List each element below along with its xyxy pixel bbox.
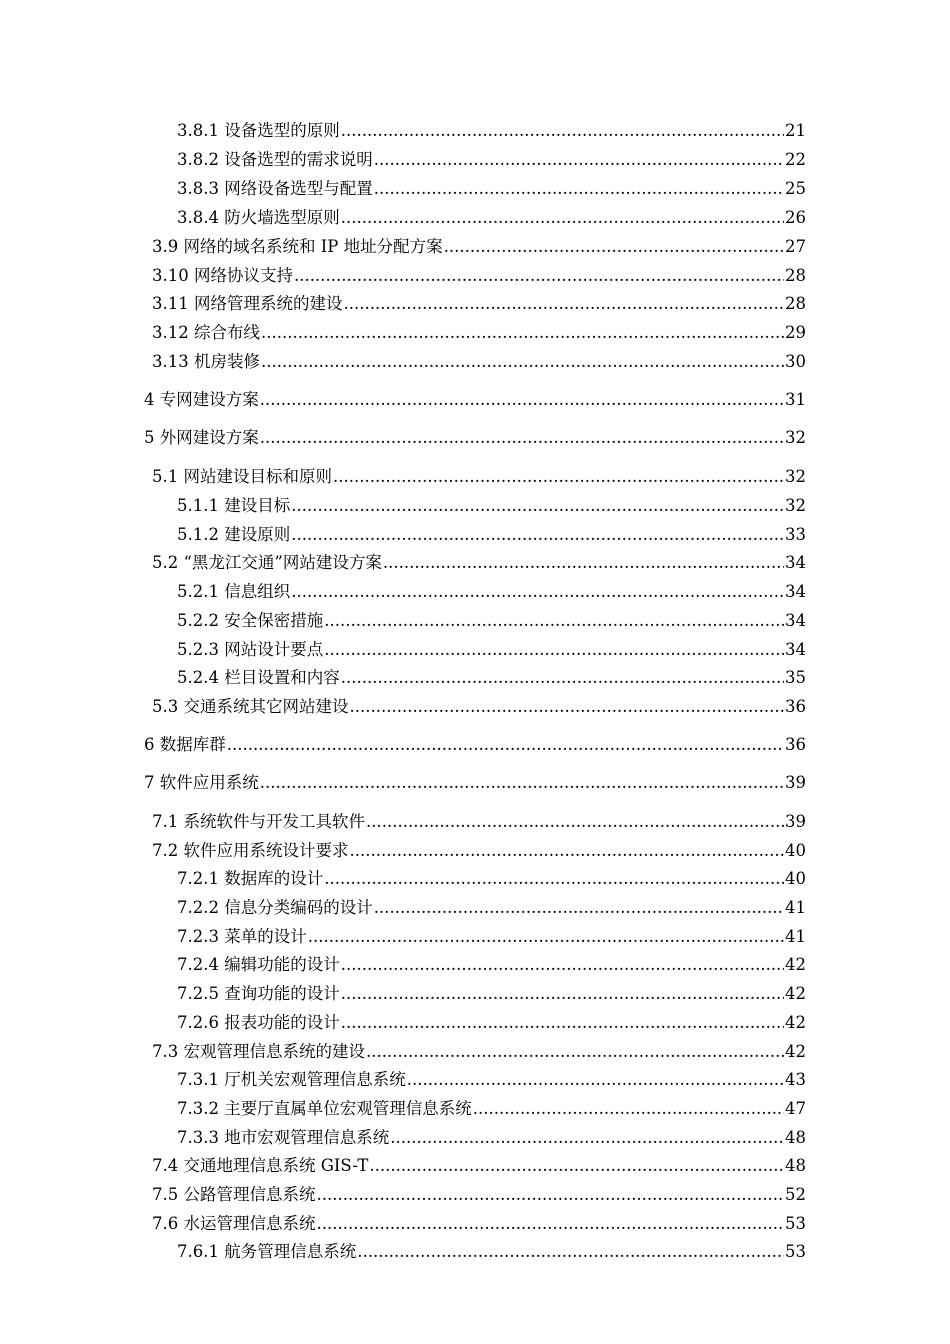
toc-entry[interactable] [177, 923, 806, 947]
toc-dot-leader [407, 1070, 784, 1090]
toc-entry-page-number: 53 [785, 1242, 806, 1261]
toc-dot-leader [317, 1214, 785, 1234]
toc-entry[interactable] [144, 424, 806, 448]
toc-dot-leader [341, 121, 784, 141]
toc-dot-leader [260, 390, 784, 410]
toc-entry-title: 5.1 网站建设目标和原则 [152, 467, 332, 486]
toc-entry[interactable] [152, 1181, 806, 1205]
toc-entry-title: 7.2.6 报表功能的设计 [177, 1013, 340, 1032]
toc-entry[interactable] [177, 1124, 806, 1148]
toc-entry-title: 7.3 宏观管理信息系统的建设 [152, 1042, 365, 1061]
toc-entry[interactable] [177, 578, 806, 602]
toc-entry[interactable] [152, 319, 806, 343]
toc-entry[interactable] [152, 693, 806, 717]
toc-dot-leader [366, 1042, 784, 1062]
toc-dot-leader [390, 1128, 784, 1148]
toc-dot-leader [317, 1185, 785, 1205]
toc-dot-leader [294, 266, 784, 286]
toc-entry-page-number: 32 [785, 467, 806, 486]
toc-dot-leader [291, 525, 784, 545]
toc-dot-leader [324, 640, 784, 660]
toc-entry-title: 3.8.2 设备选型的需求说明 [177, 150, 373, 169]
toc-entry-page-number: 53 [785, 1214, 806, 1233]
toc-entry-page-number: 21 [785, 121, 806, 140]
toc-entry[interactable] [152, 1210, 806, 1234]
toc-entry-title: 7 软件应用系统 [144, 773, 259, 792]
toc-entry-title: 5 外网建设方案 [144, 428, 259, 447]
toc-entry[interactable] [177, 607, 806, 631]
toc-entry-title: 3.12 综合布线 [152, 323, 260, 342]
toc-entry-page-number: 41 [785, 898, 806, 917]
toc-entry-title: 7.1 系统软件与开发工具软件 [152, 812, 365, 831]
toc-entry-title: 7.6 水运管理信息系统 [152, 1214, 316, 1233]
toc-dot-leader [366, 812, 784, 832]
toc-entry[interactable] [177, 1238, 806, 1262]
toc-dot-leader [333, 467, 784, 487]
toc-entry-page-number: 32 [785, 496, 806, 515]
toc-entry-page-number: 42 [785, 1013, 806, 1032]
toc-entry-page-number: 39 [785, 773, 806, 792]
toc-entry-title: 5.1.1 建设目标 [177, 496, 291, 515]
toc-dot-leader [341, 984, 784, 1004]
toc-entry-title: 3.13 机房装修 [152, 352, 260, 371]
toc-entry-page-number: 34 [785, 611, 806, 630]
toc-entry[interactable] [152, 290, 806, 314]
toc-entry-title: 6 数据库群 [144, 735, 226, 754]
toc-entry-title: 7.3.2 主要厅直属单位宏观管理信息系统 [177, 1099, 472, 1118]
toc-entry[interactable] [177, 894, 806, 918]
toc-entry-title: 5.2.1 信息组织 [177, 582, 291, 601]
toc-entry-title: 3.8.3 网络设备选型与配置 [177, 179, 373, 198]
toc-entry-page-number: 28 [785, 266, 806, 285]
toc-entry[interactable] [152, 348, 806, 372]
toc-entry-page-number: 33 [785, 525, 806, 544]
toc-dot-leader [341, 1013, 784, 1033]
toc-entry[interactable] [177, 175, 806, 199]
toc-entry-page-number: 30 [785, 352, 806, 371]
toc-dot-leader [261, 352, 784, 372]
toc-entry[interactable] [152, 1152, 806, 1176]
toc-entry-title: 7.2.4 编辑功能的设计 [177, 955, 340, 974]
toc-entry-title: 7.2.5 查询功能的设计 [177, 984, 340, 1003]
toc-dot-leader [261, 323, 784, 343]
toc-dot-leader [341, 668, 784, 688]
toc-dot-leader [291, 582, 784, 602]
toc-entry-page-number: 43 [785, 1070, 806, 1089]
toc-entry-page-number: 25 [785, 179, 806, 198]
toc-entry-page-number: 26 [785, 208, 806, 227]
toc-entry-title: 5.2.2 安全保密措施 [177, 611, 324, 630]
toc-entry-title: 5.2 “黑龙江交通”网站建设方案 [152, 553, 382, 572]
toc-dot-leader [324, 869, 784, 889]
toc-dot-leader [308, 927, 784, 947]
toc-entry-title: 3.11 网络管理系统的建设 [152, 294, 343, 313]
toc-entry-page-number: 31 [785, 390, 806, 409]
toc-entry-page-number: 22 [785, 150, 806, 169]
toc-dot-leader [341, 208, 784, 228]
toc-dot-leader [350, 697, 785, 717]
toc-dot-leader [227, 735, 784, 755]
toc-entry[interactable] [177, 204, 806, 228]
toc-dot-leader [260, 773, 784, 793]
toc-dot-leader [357, 1242, 784, 1262]
toc-entry[interactable] [177, 951, 806, 975]
toc-entry-page-number: 42 [785, 984, 806, 1003]
toc-entry-title: 3.9 网络的域名系统和 IP 地址分配方案 [152, 237, 443, 256]
toc-dot-leader [473, 1099, 784, 1119]
toc-entry-page-number: 42 [785, 955, 806, 974]
toc-entry-page-number: 39 [785, 812, 806, 831]
toc-entry[interactable] [177, 521, 806, 545]
toc-entry[interactable] [177, 146, 806, 170]
toc-entry-title: 7.3.1 厅机关宏观管理信息系统 [177, 1070, 406, 1089]
toc-dot-leader [350, 841, 785, 861]
toc-dot-leader [291, 496, 784, 516]
toc-entry-page-number: 41 [785, 927, 806, 946]
toc-entry[interactable] [177, 980, 806, 1004]
toc-dot-leader [341, 955, 784, 975]
toc-dot-leader [374, 179, 784, 199]
toc-entry[interactable] [152, 463, 806, 487]
toc-entry-page-number: 36 [785, 697, 806, 716]
toc-entry-title: 7.4 交通地理信息系统 GIS-T [152, 1156, 369, 1175]
toc-entry-page-number: 40 [785, 869, 806, 888]
toc-entry[interactable] [177, 1009, 806, 1033]
toc-entry-title: 5.3 交通系统其它网站建设 [152, 697, 349, 716]
toc-entry[interactable] [152, 233, 806, 257]
toc-entry[interactable] [177, 1066, 806, 1090]
toc-dot-leader [374, 898, 784, 918]
toc-entry[interactable] [177, 117, 806, 141]
toc-entry-page-number: 27 [785, 237, 806, 256]
toc-entry-title: 3.10 网络协议支持 [152, 266, 293, 285]
toc-entry-page-number: 48 [785, 1128, 806, 1147]
toc-entry-page-number: 35 [785, 668, 806, 687]
toc-entry-page-number: 40 [785, 841, 806, 860]
toc-entry-title: 7.2.2 信息分类编码的设计 [177, 898, 373, 917]
toc-entry-page-number: 34 [785, 640, 806, 659]
toc-entry[interactable] [177, 664, 806, 688]
toc-dot-leader [260, 428, 784, 448]
toc-entry-title: 3.8.1 设备选型的原则 [177, 121, 340, 140]
toc-entry-title: 7.5 公路管理信息系统 [152, 1185, 316, 1204]
toc-entry[interactable] [144, 386, 806, 410]
toc-entry-title: 5.2.4 栏目设置和内容 [177, 668, 340, 687]
toc-entry-page-number: 52 [785, 1185, 806, 1204]
toc-entry-page-number: 36 [785, 735, 806, 754]
toc-entry-title: 7.2.1 数据库的设计 [177, 869, 324, 888]
toc-entry-title: 3.8.4 防火墙选型原则 [177, 208, 340, 227]
toc-entry-title: 5.2.3 网站设计要点 [177, 640, 324, 659]
toc-entry[interactable] [144, 731, 806, 755]
toc-entry[interactable] [144, 769, 806, 793]
toc-entry[interactable] [152, 1038, 806, 1062]
toc-entry-title: 7.2.3 菜单的设计 [177, 927, 307, 946]
toc-entry-title: 7.6.1 航务管理信息系统 [177, 1242, 357, 1261]
toc-entry-title: 7.2 软件应用系统设计要求 [152, 841, 349, 860]
toc-entry[interactable] [177, 492, 806, 516]
toc-entry[interactable] [177, 865, 806, 889]
toc-entry[interactable] [152, 808, 806, 832]
toc-dot-leader [343, 294, 784, 314]
toc-dot-leader [444, 237, 784, 257]
toc-entry-page-number: 42 [785, 1042, 806, 1061]
toc-dot-leader [324, 611, 784, 631]
toc-entry-title: 7.3.3 地市宏观管理信息系统 [177, 1128, 390, 1147]
toc-dot-leader [369, 1156, 784, 1176]
toc-entry-page-number: 28 [785, 294, 806, 313]
toc-entry-page-number: 47 [785, 1099, 806, 1118]
toc-entry[interactable] [152, 837, 806, 861]
toc-entry[interactable] [177, 1095, 806, 1119]
toc-dot-leader [383, 553, 784, 573]
toc-dot-leader [374, 150, 784, 170]
toc-entry[interactable] [152, 262, 806, 286]
toc-entry-page-number: 32 [785, 428, 806, 447]
toc-entry-title: 4 专网建设方案 [144, 390, 259, 409]
toc-entry-page-number: 48 [785, 1156, 806, 1175]
toc-entry-title: 5.1.2 建设原则 [177, 525, 291, 544]
toc-entry-page-number: 34 [785, 553, 806, 572]
toc-entry-page-number: 34 [785, 582, 806, 601]
toc-entry[interactable] [177, 636, 806, 660]
toc-entry-page-number: 29 [785, 323, 806, 342]
toc-entry[interactable] [152, 549, 806, 573]
